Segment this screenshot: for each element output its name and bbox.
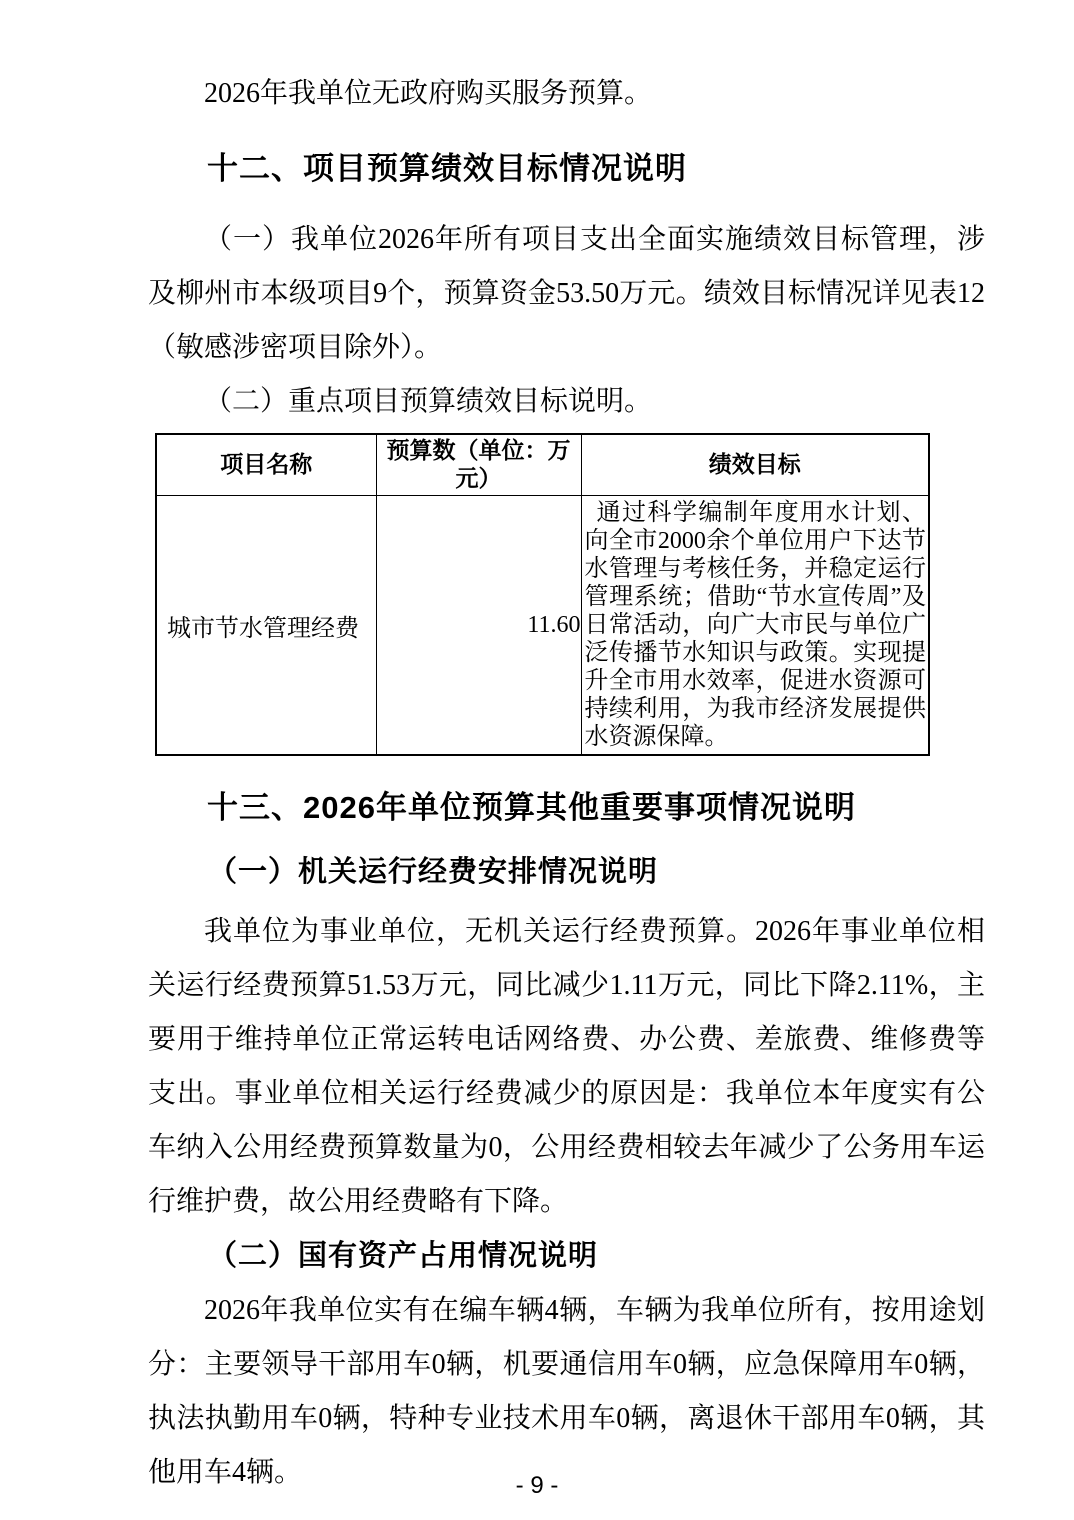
performance-goal-cell: 通过科学编制年度用水计划、向全市2000余个单位用户下达节水管理与考核任务，并稳定运行管理系统；借助“节水宣传周”及日常活动，向广大市民与单位广泛传播节水知识与政策。实现提升全市用水效率，促进水资源可持续利用，为我市经济发展提供水资源保障。 [581, 496, 929, 756]
performance-goal-table [155, 433, 930, 756]
section-13-sub-1-paragraph: 我单位为事业单位，无机关运行经费预算。2026年事业单位相关运行经费预算51.53万元，同比减少1.11万元，同比下降2.11%，主要用于维持单位正常运转电话网络费、办公费、差旅费、维修费等支出。事业单位相关运行经费减少的原因是：我单位本年度实有公车纳入公用经费预算数量为0，公用经费相较去年减少了公务用车运行维护费，故公用经费略有下降。 [148, 916, 985, 1217]
section-12-paragraph-1: （一）我单位2026年所有项目支出全面实施绩效目标管理，涉及柳州市本级项目9个，预算资金53.50万元。绩效目标情况详见表12（敏感涉密项目除外）。 [148, 224, 985, 363]
budget-cell: 11.60 [376, 496, 581, 756]
table-header-project-name: 项目名称 [156, 434, 376, 496]
section-12-paragraph-2: （二）重点项目预算绩效目标说明。 [204, 386, 653, 417]
intro-paragraph: 2026年我单位无政府购买服务预算。 [204, 78, 653, 109]
table-header-row [156, 434, 929, 496]
table-header-performance-goal: 绩效目标 [581, 434, 929, 496]
section-12-heading: 十二、项目预算绩效目标情况说明 [207, 151, 687, 186]
project-name-cell: 城市节水管理经费 [156, 496, 376, 756]
section-13-sub-2-paragraph: 2026年我单位实有在编车辆4辆，车辆为我单位所有，按用途划分：主要领导干部用车0辆，机要通信用车0辆，应急保障用车0辆，执法执勤用车0辆，特种专业技术用车0辆，离退休干部用车0辆，其他用车4辆。 [148, 1295, 985, 1488]
section-13-heading: 十三、2026年单位预算其他重要事项情况说明 [207, 790, 856, 825]
section-13-sub-2-heading: （二）国有资产占用情况说明 [208, 1240, 599, 1272]
page-number: - 9 - [515, 1472, 559, 1499]
table-row [156, 496, 929, 756]
table-header-budget: 预算数（单位：万元） [376, 434, 581, 496]
section-13-sub-1-heading: （一）机关运行经费安排情况说明 [208, 856, 659, 888]
